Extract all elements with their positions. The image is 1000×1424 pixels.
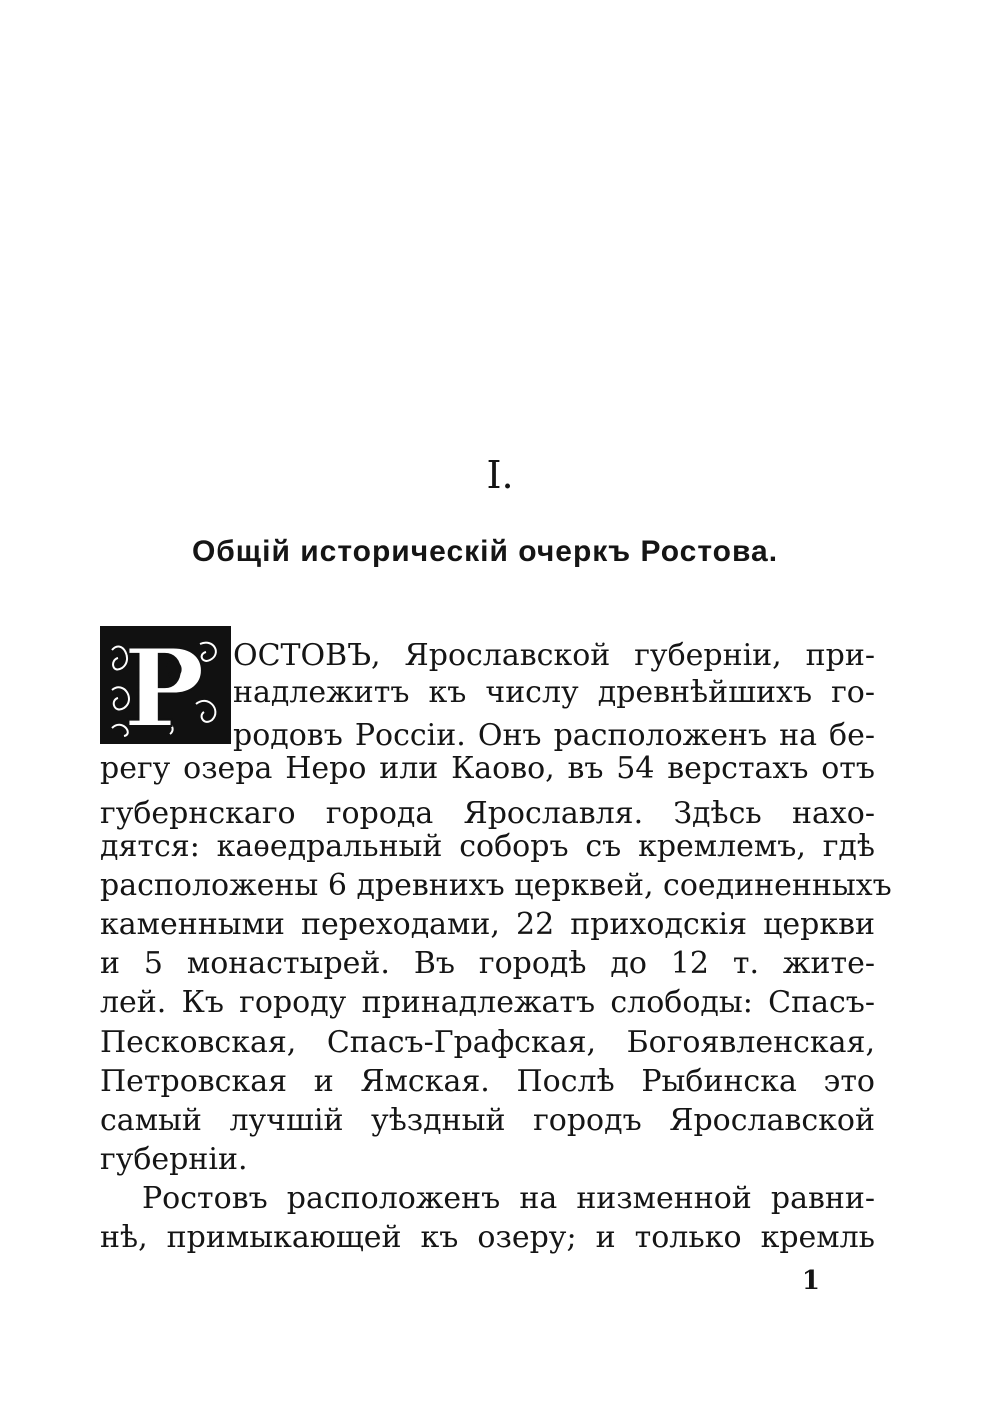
text-line: ОСТОВЪ, Ярославской губерніи, при- [233, 638, 875, 673]
text-line: расположены 6 древнихъ церквей, соединенныхъ [100, 868, 892, 903]
text-line: надлежитъ къ числу древнѣйшихъ го- [233, 675, 875, 710]
chapter-number: I. [486, 453, 514, 497]
drop-cap-initial [100, 626, 231, 744]
text-line: Песковская, Спасъ-Графская, Богоявленская, [100, 1025, 875, 1060]
text-line: и 5 монастырей. Въ городѣ до 12 т. жите- [100, 946, 875, 981]
text-line: нѣ, примыкающей къ озеру; и только кремль [100, 1220, 875, 1255]
svg-text:Р: Р [123, 630, 205, 740]
text-line: каменными переходами, 22 приходскія церкви [100, 907, 875, 942]
text-line: Ростовъ расположенъ на низменной равни- [142, 1181, 875, 1216]
ornamental-initial-r-icon [104, 630, 227, 740]
page-number: 1 [801, 1266, 820, 1296]
text-line: дятся: каѳедральный соборъ съ кремлемъ, гдѣ [100, 829, 875, 864]
text-line: самый лучшій уѣздный городъ Ярославской [100, 1103, 875, 1138]
text-line: Петровская и Ямская. Послѣ Рыбинска это [100, 1064, 875, 1099]
chapter-title: Общій историческій очеркъ Ростова. [191, 535, 779, 568]
text-line: родовъ Россіи. Онъ расположенъ на бе- [233, 718, 875, 753]
text-line: лей. Къ городу принадлежатъ слободы: Спасъ- [100, 985, 875, 1020]
text-line: регу озера Неро или Каово, въ 54 верстахъ отъ [100, 751, 875, 786]
text-line: губерніи. [100, 1142, 248, 1177]
text-line: губернскаго города Ярославля. Здѣсь нахо- [100, 796, 875, 831]
